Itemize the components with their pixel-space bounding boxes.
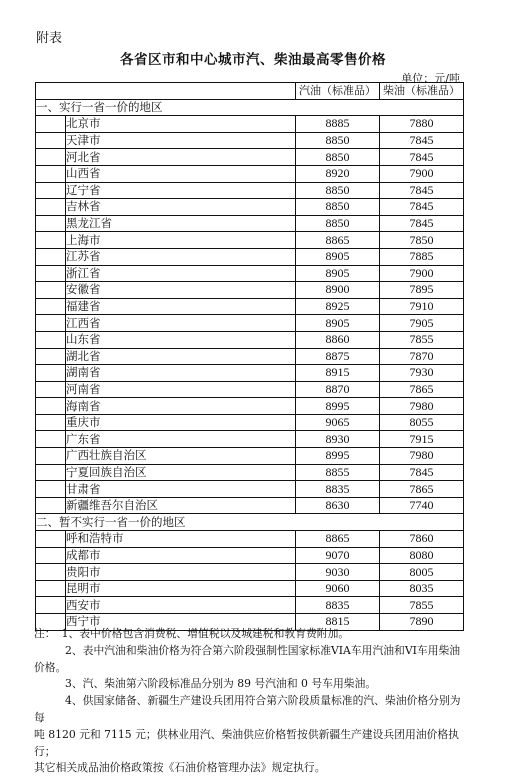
table-row [36,481,464,498]
section-row [36,514,464,531]
diesel-price: 7845 [380,199,464,216]
indent-cell [36,199,66,216]
indent-cell [36,116,66,133]
table-row [36,182,464,199]
diesel-price: 7900 [380,165,464,182]
table-row [36,331,464,348]
region-name: 浙江省 [66,265,296,282]
region-name: 江苏省 [66,248,296,265]
diesel-price: 7980 [380,398,464,415]
gasoline-price: 8875 [296,348,380,365]
gasoline-price: 8920 [296,165,380,182]
diesel-price: 7845 [380,149,464,166]
gasoline-price: 8930 [296,431,380,448]
diesel-price: 8005 [380,564,464,581]
notes-label: 注： [34,627,56,640]
diesel-price: 8080 [380,547,464,564]
table-row [36,199,464,216]
table-row [36,431,464,448]
table-row [36,265,464,282]
region-name: 呼和浩特市 [66,531,296,548]
diesel-price: 8035 [380,580,464,597]
region-name: 海南省 [66,398,296,415]
gasoline-price: 8855 [296,464,380,481]
gasoline-price: 8905 [296,248,380,265]
note-2: 2、表中汽油和柴油价格为符合第六阶段强制性国家标准VIA车用汽油和VI车用柴油价格。 [34,643,461,674]
table-row [36,215,464,232]
gasoline-price: 8900 [296,282,380,299]
section-label: 一、实行一省一价的地区 [36,99,464,116]
diesel-price: 7845 [380,132,464,149]
indent-cell [36,497,66,514]
table-row [36,464,464,481]
gasoline-price: 8835 [296,597,380,614]
table-row [36,348,464,365]
gasoline-price: 8995 [296,398,380,415]
indent-cell [36,398,66,415]
diesel-price: 7740 [380,497,464,514]
region-name: 贵阳市 [66,564,296,581]
indent-cell [36,265,66,282]
diesel-price: 7890 [380,614,464,631]
gasoline-price: 9060 [296,580,380,597]
gasoline-price: 9030 [296,564,380,581]
table-row [36,564,464,581]
section-row [36,99,464,116]
gasoline-price: 8885 [296,116,380,133]
region-name: 重庆市 [66,414,296,431]
indent-cell [36,365,66,382]
table-row [36,497,464,514]
indent-cell [36,431,66,448]
region-name: 宁夏回族自治区 [66,464,296,481]
diesel-price: 7900 [380,265,464,282]
indent-cell [36,215,66,232]
gasoline-price: 8865 [296,531,380,548]
attachment-label: 附表 [36,31,63,46]
region-name: 安徽省 [66,282,296,299]
region-name: 湖南省 [66,365,296,382]
indent-cell [36,414,66,431]
indent-cell [36,464,66,481]
diesel-price: 7930 [380,365,464,382]
indent-cell [36,531,66,548]
indent-cell [36,481,66,498]
indent-cell [36,564,66,581]
diesel-price: 7870 [380,348,464,365]
indent-cell [36,381,66,398]
gasoline-price: 8905 [296,315,380,332]
gasoline-price: 9070 [296,547,380,564]
indent-cell [36,298,66,315]
table-row [36,315,464,332]
table-row [36,232,464,249]
diesel-price: 7865 [380,481,464,498]
price-table-body [36,83,464,631]
table-row [36,165,464,182]
region-name: 昆明市 [66,580,296,597]
indent-cell [36,132,66,149]
gasoline-price: 8925 [296,298,380,315]
table-row [36,398,464,415]
diesel-price: 7855 [380,597,464,614]
gasoline-price: 8815 [296,614,380,631]
region-name: 西宁市 [66,614,296,631]
table-row [36,448,464,465]
region-name: 广西壮族自治区 [66,448,296,465]
region-name: 甘肃省 [66,481,296,498]
price-table [35,82,464,631]
diesel-price: 7895 [380,282,464,299]
gasoline-price: 8850 [296,182,380,199]
note-4-continued: 吨 8120 元和 7115 元；供林业用汽、柴油供应价格暂按供新疆生产建设兵团用油价格执行； [34,727,459,758]
notes [34,626,466,777]
region-name: 黑龙江省 [66,215,296,232]
region-name: 江西省 [66,315,296,332]
region-name: 成都市 [66,547,296,564]
gasoline-price: 8630 [296,497,380,514]
diesel-price: 7880 [380,116,464,133]
note-1: 注： 1、表中价格包含消费税、增值税以及城建税和教育费附加。 [34,627,350,640]
gasoline-price: 8870 [296,381,380,398]
gasoline-price: 8850 [296,199,380,216]
table-row [36,365,464,382]
region-name: 辽宁省 [66,182,296,199]
table-header-row [36,83,464,100]
gasoline-price: 9065 [296,414,380,431]
gasoline-price: 8835 [296,481,380,498]
column-header-gasoline: 汽油（标准品） [296,83,380,100]
diesel-price: 7910 [380,298,464,315]
gasoline-price: 8850 [296,132,380,149]
indent-cell [36,315,66,332]
table-row [36,298,464,315]
region-name: 河南省 [66,381,296,398]
region-name: 湖北省 [66,348,296,365]
diesel-price: 7850 [380,232,464,249]
indent-cell [36,597,66,614]
note-3: 3、汽、柴油第六阶段标准品分别为 89 号汽油和 0 号车用柴油。 [65,677,377,691]
unit-label: 单位：元/吨 [401,72,460,85]
table-row [36,116,464,133]
table-row [36,597,464,614]
indent-cell [36,182,66,199]
diesel-price: 8055 [380,414,464,431]
indent-cell [36,282,66,299]
table-row [36,282,464,299]
indent-cell [36,580,66,597]
indent-cell [36,232,66,249]
region-name: 吉林省 [66,199,296,216]
diesel-price: 7885 [380,248,464,265]
indent-cell [36,448,66,465]
diesel-price: 7915 [380,431,464,448]
gasoline-price: 8865 [296,232,380,249]
gasoline-price: 8915 [296,365,380,382]
diesel-price: 7865 [380,381,464,398]
table-row [36,531,464,548]
region-name: 西安市 [66,597,296,614]
region-name: 河北省 [66,149,296,166]
diesel-price: 7845 [380,182,464,199]
region-name: 新疆维吾尔自治区 [66,497,296,514]
region-name: 上海市 [66,232,296,249]
gasoline-price: 8850 [296,215,380,232]
region-name: 北京市 [66,116,296,133]
gasoline-price: 8860 [296,331,380,348]
region-name: 天津市 [66,132,296,149]
note-4: 4、供国家储备、新疆生产建设兵团用符合第六阶段质量标准的汽、柴油价格分别为每 [34,694,461,724]
indent-cell [36,149,66,166]
region-name: 山西省 [66,165,296,182]
page-title: 各省区市和中心城市汽、柴油最高零售价格 [120,52,386,68]
diesel-price: 7980 [380,448,464,465]
section-label: 二、暂不实行一省一价的地区 [36,514,464,531]
table-row [36,547,464,564]
gasoline-price: 8850 [296,149,380,166]
gasoline-price: 8905 [296,265,380,282]
table-row [36,381,464,398]
indent-cell [36,331,66,348]
diesel-price: 7845 [380,215,464,232]
indent-cell [36,348,66,365]
diesel-price: 7845 [380,464,464,481]
table-row [36,132,464,149]
diesel-price: 7855 [380,331,464,348]
indent-cell [36,165,66,182]
note-4-continued-2: 其它相关成品油价格政策按《石油价格管理办法》规定执行。 [34,761,326,775]
table-row [36,414,464,431]
gasoline-price: 8995 [296,448,380,465]
diesel-price: 7860 [380,531,464,548]
region-name: 福建省 [66,298,296,315]
table-row [36,149,464,166]
column-header-diesel: 柴油（标准品） [380,83,464,100]
region-name: 广东省 [66,431,296,448]
header-blank-cell [36,83,296,100]
indent-cell [36,248,66,265]
diesel-price: 7905 [380,315,464,332]
indent-cell [36,547,66,564]
table-row [36,248,464,265]
region-name: 山东省 [66,331,296,348]
table-row [36,580,464,597]
